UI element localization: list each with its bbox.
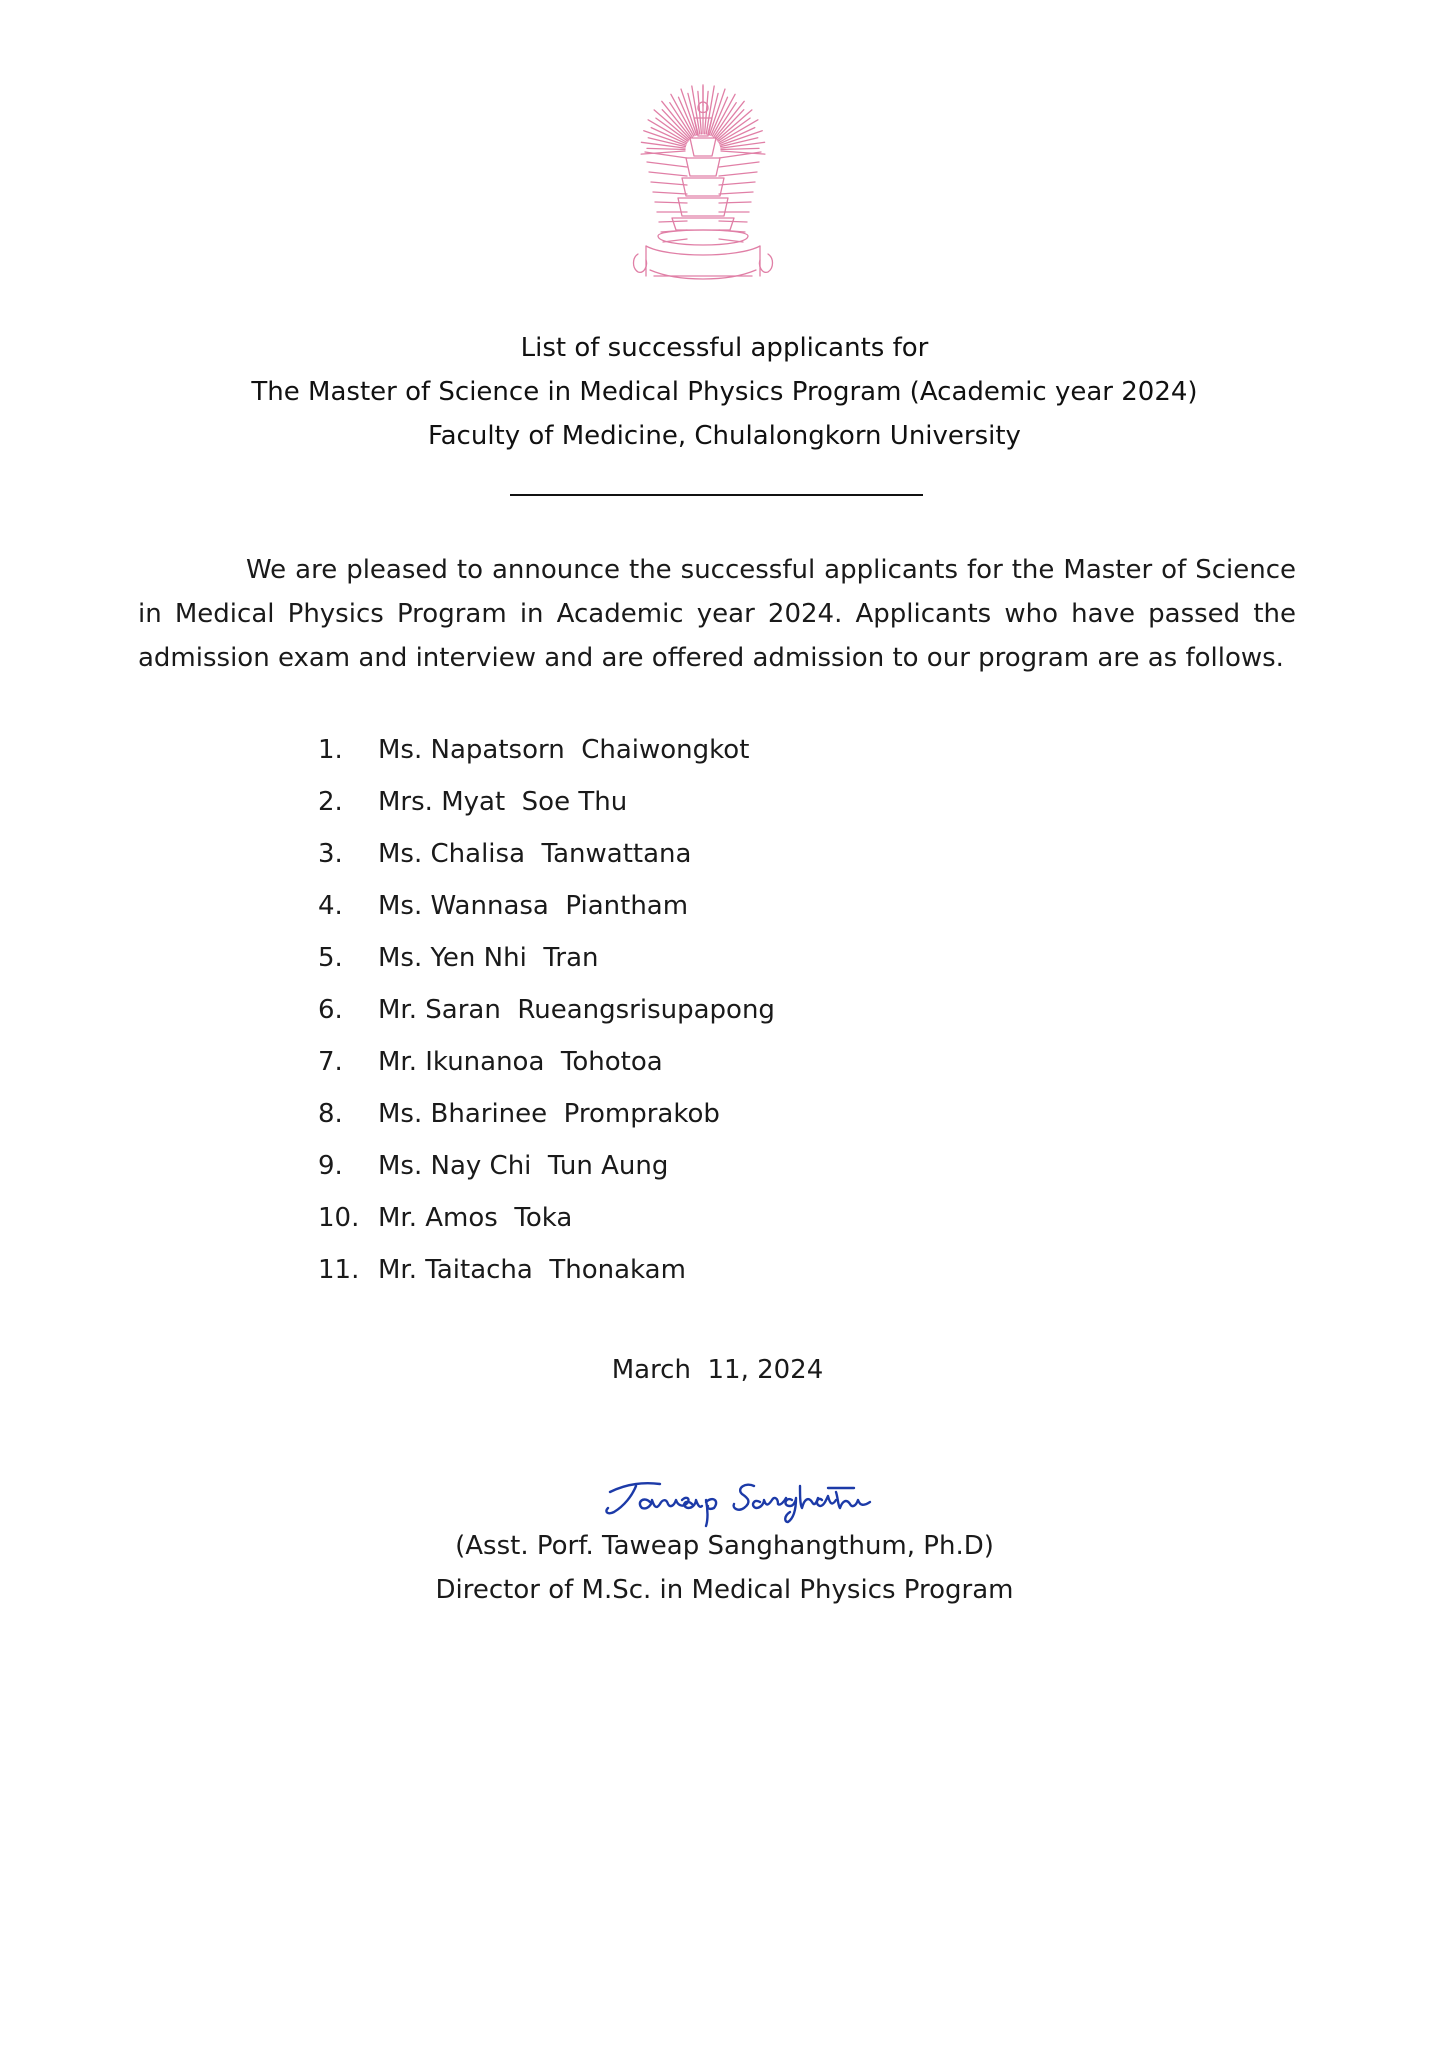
list-item xyxy=(318,984,1118,1036)
applicant-name: Ms. Bharinee Promprakob xyxy=(378,1099,720,1129)
applicant-number: 5. xyxy=(318,943,343,973)
intro-text: We are pleased to announce the successful applicants for the Master of Science in Medical Physics Program in Academic year 2024. Applicants who have passed the admission exam and interview and are offered admission to our program are as follows. xyxy=(138,555,1296,673)
applicant-name: Ms. Napatsorn Chaiwongkot xyxy=(378,735,750,765)
list-item xyxy=(318,1192,1118,1244)
list-item xyxy=(318,828,1118,880)
intro-paragraph xyxy=(138,548,1296,680)
applicant-name: Mrs. Myat Soe Thu xyxy=(378,787,628,817)
applicant-name: Ms. Wannasa Piantham xyxy=(378,891,689,921)
list-item xyxy=(318,932,1118,984)
list-item xyxy=(318,1244,1118,1296)
applicant-name: Mr. Ikunanoa Tohotoa xyxy=(378,1047,663,1077)
heading-line-1: List of successful applicants for xyxy=(520,333,929,363)
applicant-number: 8. xyxy=(318,1099,343,1129)
applicant-name: Ms. Chalisa Tanwattana xyxy=(378,839,692,869)
heading-line-3: Faculty of Medicine, Chulalongkorn University xyxy=(428,421,1021,451)
heading-line-2: The Master of Science in Medical Physics Program (Academic year 2024) xyxy=(251,377,1198,407)
list-item xyxy=(318,1088,1118,1140)
applicant-list xyxy=(318,724,1118,1296)
applicant-number: 6. xyxy=(318,995,343,1025)
list-item xyxy=(318,724,1118,776)
applicant-name: Ms. Yen Nhi Tran xyxy=(378,943,599,973)
applicant-number: 3. xyxy=(318,839,343,869)
handwritten-signature xyxy=(596,1466,876,1528)
list-item xyxy=(318,880,1118,932)
list-item xyxy=(318,1140,1118,1192)
announcement-date: March 11, 2024 xyxy=(611,1355,824,1385)
applicant-number: 2. xyxy=(318,787,343,817)
applicant-name: Ms. Nay Chi Tun Aung xyxy=(378,1151,669,1181)
university-seal-icon xyxy=(628,78,778,288)
list-item xyxy=(318,776,1118,828)
applicant-number: 4. xyxy=(318,891,343,921)
applicant-number: 1. xyxy=(318,735,343,765)
signer-block xyxy=(0,1524,1449,1612)
applicant-number: 11. xyxy=(318,1255,360,1285)
signer-title: Director of M.Sc. in Medical Physics Program xyxy=(435,1575,1014,1605)
applicant-number: 10. xyxy=(318,1203,360,1233)
announcement-heading xyxy=(0,326,1449,458)
applicant-number: 9. xyxy=(318,1151,343,1181)
applicant-name: Mr. Saran Rueangsrisupapong xyxy=(378,995,775,1025)
signer-name: (Asst. Porf. Taweap Sanghangthum, Ph.D) xyxy=(455,1531,994,1561)
applicant-name: Mr. Amos Toka xyxy=(378,1203,573,1233)
list-item xyxy=(318,1036,1118,1088)
applicant-name: Mr. Taitacha Thonakam xyxy=(378,1255,686,1285)
applicant-number: 7. xyxy=(318,1047,343,1077)
heading-divider xyxy=(510,494,923,496)
